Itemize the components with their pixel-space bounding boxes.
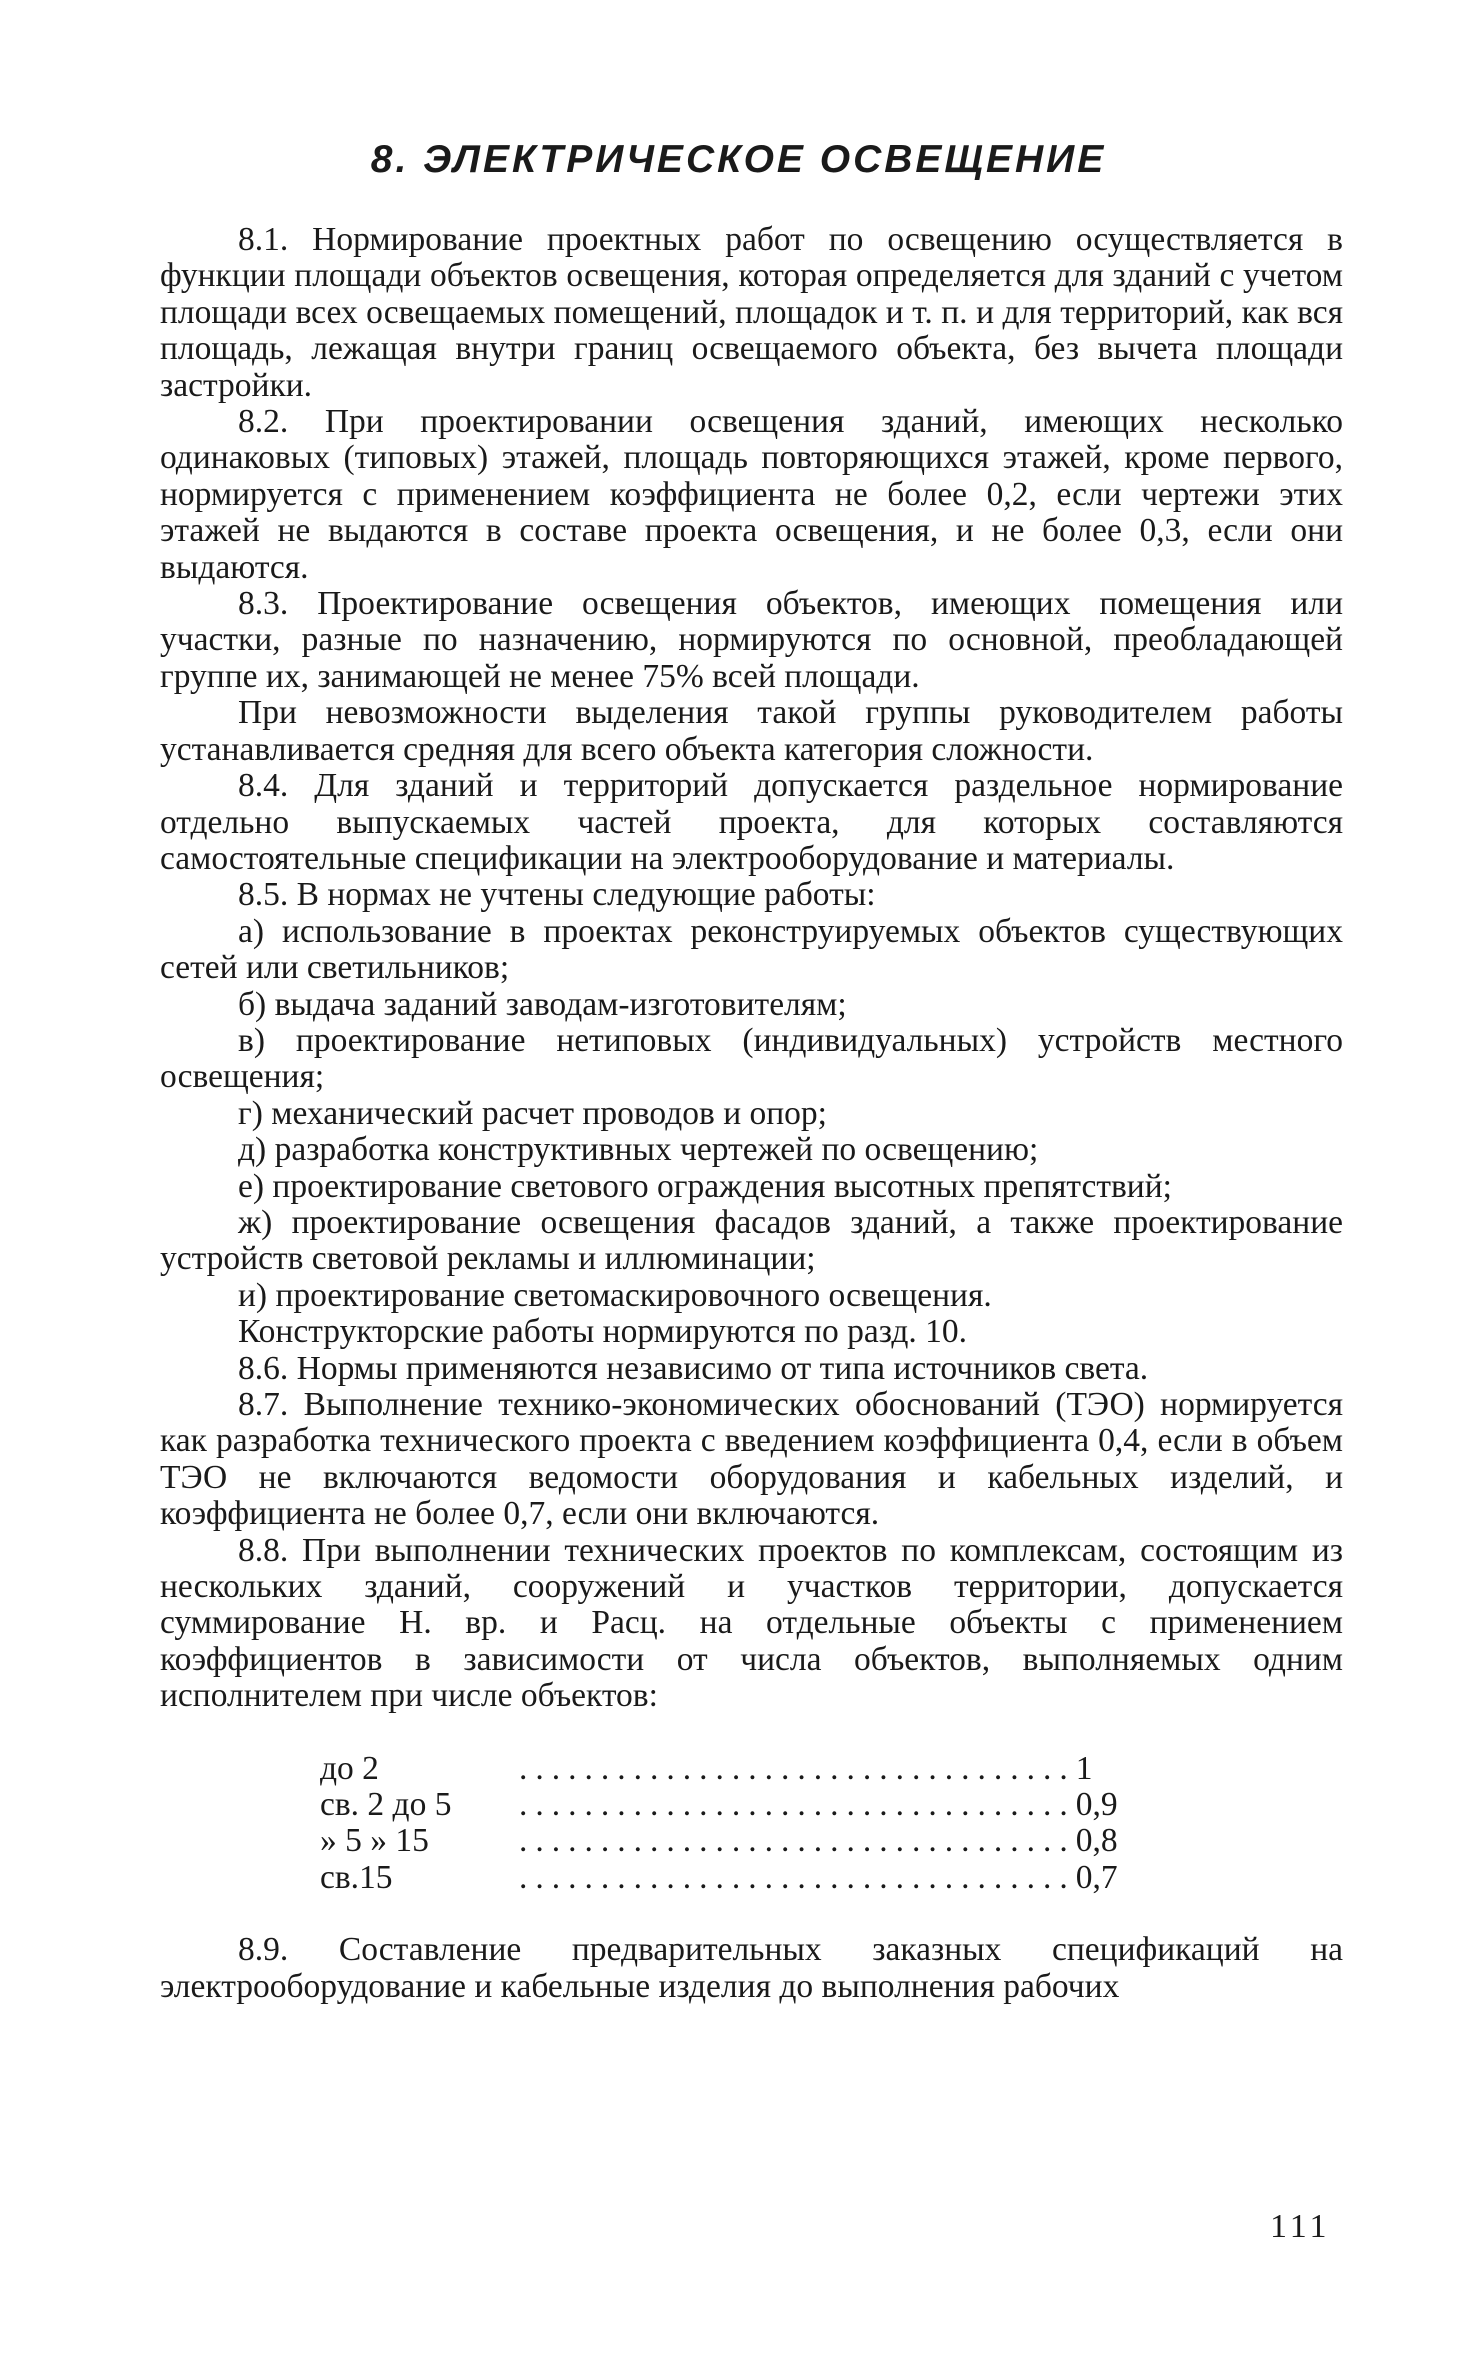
list-item-e: е) проектирование светового ограждения высотных препятствий; <box>238 1167 1172 1205</box>
leader-dots: .................................. <box>518 1786 1076 1824</box>
list-item-i: и) проектирование светомаскировочного освещения. <box>238 1276 992 1314</box>
paragraph-8-3: 8.3. Проектирование освещения объектов, имеющих помещения или участки, разные по назначению, нормируются по основной, преобладающей группе их, занимающей не менее 75% всей площади. <box>160 585 1343 695</box>
list-item-a: а) использование в проектах реконструируемых объектов существующих сетей или светильников; <box>160 912 1343 987</box>
coefficient-value: 0,7 <box>1075 1858 1118 1896</box>
paragraph-construction-note: Конструкторские работы нормируются по разд. 10. <box>238 1313 968 1351</box>
coefficient-range: св. 2 до 5 <box>320 1786 452 1824</box>
coefficient-table <box>320 1751 1130 1897</box>
section-body <box>160 222 1343 2005</box>
paragraph-8-5: 8.5. В нормах не учтены следующие работы: <box>238 876 876 914</box>
coefficient-row <box>320 1751 1130 1787</box>
coefficient-value: 0,9 <box>1075 1786 1118 1824</box>
list-item-b: б) выдача заданий заводам-изготовителям; <box>238 985 847 1023</box>
coefficient-row <box>320 1787 1130 1823</box>
paragraph-8-8: 8.8. При выполнении технических проектов по комплексам, состоящим из нескольких зданий, сооружений и участков территории, допускается суммирование Н. вр. и Расц. на отдельные объекты с применением коэффициентов в зависимости от числа объектов, выполняемых одним исполнителем при числе объектов: <box>160 1531 1343 1715</box>
coefficient-row <box>320 1860 1130 1896</box>
paragraph-8-9: 8.9. Составление предварительных заказных спецификаций на электрооборудование и кабельные изделия до выполнения рабочих <box>160 1931 1343 2005</box>
list-item-d: д) разработка конструктивных чертежей по освещению; <box>238 1131 1039 1169</box>
leader-dots: .................................. <box>518 1749 1076 1787</box>
coefficient-range: св.15 <box>320 1858 393 1896</box>
paragraph-8-7: 8.7. Выполнение технико-экономических обоснований (ТЭО) нормируется как разработка технического проекта с введением коэффициента 0,4, если в объем ТЭО не включаются ведомости оборудования и кабельных изделий, и коэффициента не более 0,7, если они включаются. <box>160 1386 1343 1533</box>
leader-dots: .................................. <box>518 1822 1076 1860</box>
paragraph-8-1: 8.1. Нормирование проектных работ по освещению осуществляется в функции площади объектов освещения, которая определяется для зданий с учетом площади всех освещаемых помещений, площадок и т. п. и для территорий, как вся площадь, лежащая внутри границ освещаемого объекта, без вычета площади застройки. <box>160 221 1343 404</box>
coefficient-value: 0,8 <box>1075 1822 1118 1860</box>
coefficient-range: до 2 <box>320 1749 379 1787</box>
coefficient-row <box>320 1823 1130 1859</box>
paragraph-8-6: 8.6. Нормы применяются независимо от типа источников света. <box>238 1349 1149 1387</box>
paragraph-8-2: 8.2. При проектировании освещения зданий, имеющих несколько одинаковых (типовых) этажей, площадь повторяющихся этажей, кроме первого, нормируется с применением коэффициента не более 0,2, если чертежи этих этажей не выдаются в составе проекта освещения, и не более 0,3, если они выдаются. <box>160 403 1343 586</box>
leader-dots: .................................. <box>518 1858 1076 1896</box>
list-item-v: в) проектирование нетиповых (индивидуальных) устройств местного освещения; <box>160 1021 1343 1096</box>
paragraph-8-4: 8.4. Для зданий и территорий допускается раздельное нормирование отдельно выпускаемых частей проекта, для которых составляются самостоятельные спецификации на электрооборудование и материалы. <box>160 767 1343 877</box>
section-title: 8. ЭЛЕКТРИЧЕСКОЕ ОСВЕЩЕНИЕ <box>370 138 1107 181</box>
coefficient-value: 1 <box>1075 1749 1093 1787</box>
paragraph-8-3-note: При невозможности выделения такой группы руководителем работы устанавливается средняя для всего объекта категория сложности. <box>160 694 1343 768</box>
coefficient-range: » 5 » 15 <box>320 1822 429 1860</box>
page-number: 111 <box>1270 2208 1331 2245</box>
list-item-g: г) механический расчет проводов и опор; <box>238 1094 827 1132</box>
list-item-zh: ж) проектирование освещения фасадов зданий, а также проектирование устройств световой рекламы и иллюминации; <box>160 1203 1343 1278</box>
